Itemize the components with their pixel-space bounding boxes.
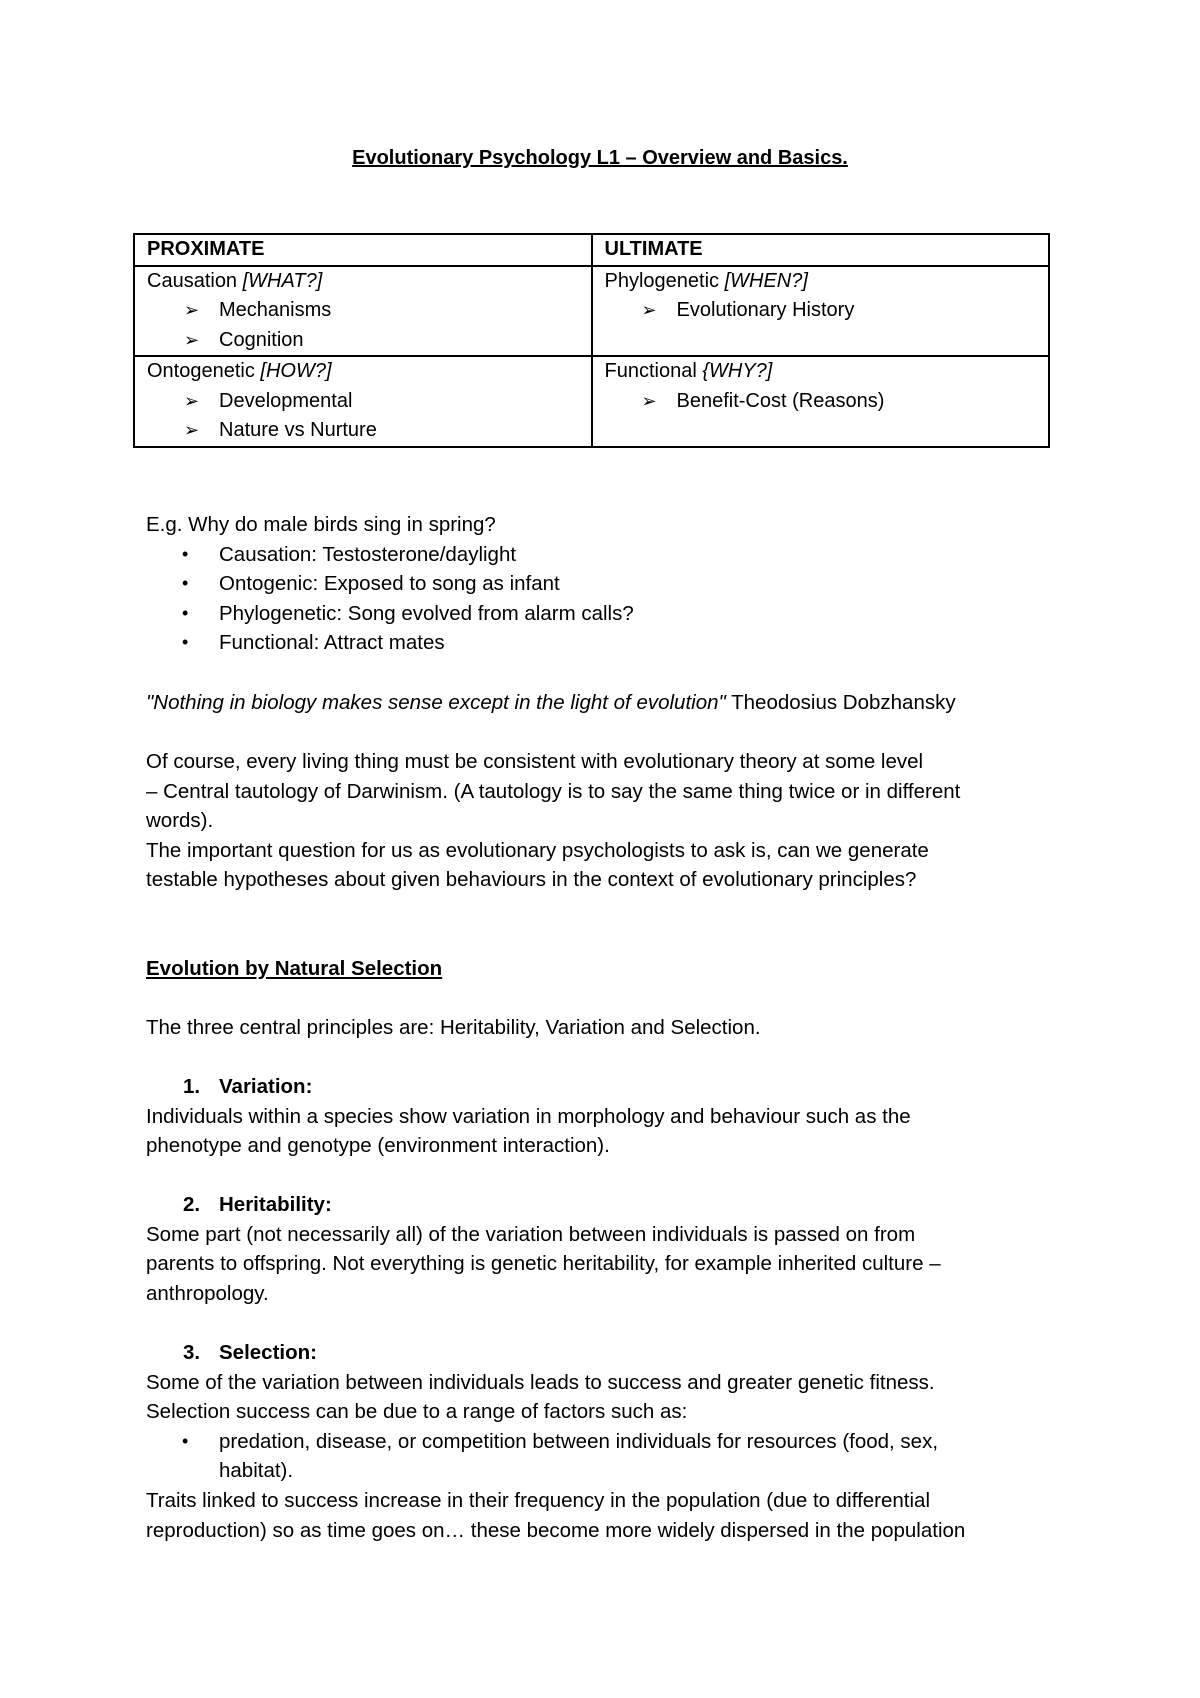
table-row: [134, 356, 1049, 447]
header-proximate: PROXIMATE: [134, 234, 592, 266]
list-item: ➢ Evolutionary History: [605, 296, 1039, 326]
text-line: phenotype and genotype (environment interaction).: [146, 1134, 610, 1158]
selection-bullet-list: [146, 1427, 1066, 1486]
cell-functional: [592, 356, 1050, 447]
arrow-bullet-icon: ➢: [641, 300, 657, 320]
bullet-icon: •: [182, 573, 189, 594]
arrow-bullet-icon: ➢: [184, 390, 200, 411]
proximate-ultimate-table: [133, 233, 1050, 448]
arrow-bullet-icon: ➢: [184, 329, 200, 350]
tautology-paragraph: [146, 747, 1066, 895]
list-item: habitat).: [219, 1459, 294, 1483]
text-line: Individuals within a species show variation in morphology and behaviour such as the: [146, 1104, 911, 1128]
cell-ontogenetic: [134, 356, 592, 447]
example-section: [146, 510, 1066, 658]
text-line: – Central tautology of Darwinism. (A tautology is to say the same thing twice or in different: [146, 779, 961, 803]
cell-label: Phylogenetic [WHEN?]: [604, 269, 808, 292]
heritability-block: [146, 1190, 1066, 1308]
quote-author: Theodosius Dobzhansky: [725, 691, 956, 714]
list-item: • Ontogenic: Exposed to song as infant: [146, 569, 1066, 599]
arrow-bullet-icon: ➢: [184, 300, 200, 320]
arrow-bullet-icon: ➢: [641, 390, 657, 411]
list-item: • predation, disease, or competition between individuals for resources (food, sex,: [146, 1427, 1066, 1457]
text-line: parents to offspring. Not everything is genetic heritability, for example inherited culture –: [146, 1252, 941, 1276]
list-item: ➢ Cognition: [147, 326, 581, 356]
text-line: testable hypotheses about given behaviours in the context of evolutionary principles?: [146, 868, 917, 892]
bullet-icon: •: [182, 602, 189, 623]
text-line: anthropology.: [146, 1281, 269, 1305]
bullet-icon: •: [182, 1430, 189, 1451]
variation-block: [146, 1072, 1066, 1161]
example-intro: E.g. Why do male birds sing in spring?: [146, 513, 496, 536]
cell-label: Causation [WHAT?]: [147, 269, 323, 292]
table-row: [134, 266, 1049, 357]
cell-phylogenetic: [592, 266, 1050, 357]
list-item: • Causation: Testosterone/daylight: [146, 540, 1066, 570]
example-bullet-list: [146, 540, 1066, 658]
list-item: ➢ Mechanisms: [147, 296, 581, 326]
text-line: Some of the variation between individuals leads to success and greater genetic fitness.: [146, 1370, 935, 1394]
text-line: words).: [146, 809, 214, 833]
text-line: Some part (not necessarily all) of the variation between individuals is passed on from: [146, 1222, 916, 1246]
text-line: Of course, every living thing must be consistent with evolutionary theory at some level: [146, 750, 924, 773]
variation-heading: 1. Variation:: [183, 1075, 313, 1098]
cell-label: Ontogenetic [HOW?]: [147, 360, 332, 382]
list-item: • Functional: Attract mates: [146, 628, 1066, 658]
list-item: ➢ Nature vs Nurture: [147, 416, 581, 446]
header-ultimate: ULTIMATE: [592, 234, 1050, 266]
text-line: Selection success can be due to a range of factors such as:: [146, 1400, 688, 1424]
bullet-icon: •: [182, 632, 189, 653]
selection-heading: 3. Selection:: [183, 1341, 317, 1364]
quote: [146, 688, 1066, 718]
heritability-heading: 2. Heritability:: [183, 1193, 332, 1216]
cell-label: Functional {WHY?]: [604, 360, 773, 382]
arrow-bullet-icon: ➢: [184, 420, 200, 440]
text-line: Traits linked to success increase in their frequency in the population (due to differential: [146, 1488, 930, 1512]
selection-block: [146, 1338, 1066, 1545]
section-intro: The three central principles are: Heritability, Variation and Selection.: [146, 1016, 761, 1039]
page-title: Evolutionary Psychology L1 – Overview and Basics.: [352, 147, 848, 169]
list-item: • Phylogenetic: Song evolved from alarm calls?: [146, 599, 1066, 629]
table-header-row: [134, 234, 1049, 266]
cell-causation: [134, 266, 592, 357]
list-item: ➢ Benefit-Cost (Reasons): [605, 387, 1039, 417]
text-line: reproduction) so as time goes on… these become more widely dispersed in the population: [146, 1518, 966, 1542]
quote-text: "Nothing in biology makes sense except in the light of evolution": [146, 691, 726, 714]
bullet-icon: •: [182, 543, 189, 564]
text-line: The important question for us as evolutionary psychologists to ask is, can we generate: [146, 838, 929, 862]
list-item: ➢ Developmental: [147, 387, 581, 417]
section-heading: Evolution by Natural Selection: [146, 957, 443, 980]
